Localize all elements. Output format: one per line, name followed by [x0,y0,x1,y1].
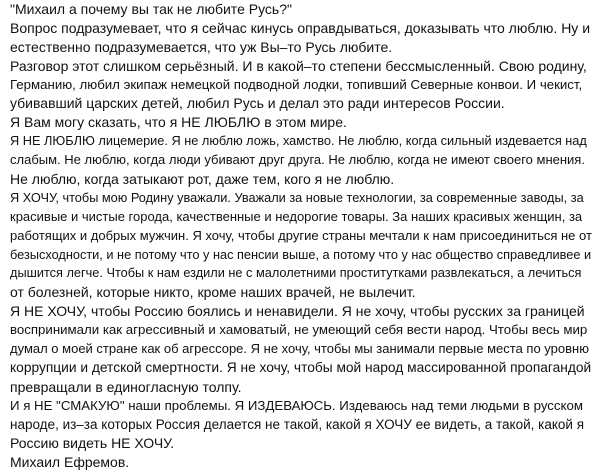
text-line: Я НЕ ЛЮБЛЮ лицемерие. Я не люблю ложь, хамство. Не люблю, когда сильный издевается над [10,133,587,149]
text-line: Разговор этот слишком серьёзный. И в какой–то степени бессмысленный. Свою родину, [10,57,587,74]
text-line: Не люблю, когда затыкают рот, даже тем, кого я не люблю. [10,171,395,188]
text-line: слабым. Не люблю, когда люди убивают друг друга. Не люблю, когда не имеют своего мнения. [10,152,585,168]
text-line: работящих и добрых мужчин. Я хочу, чтобы другие страны мечтали к нам присоединиться не от [10,227,592,243]
document-text [10,0,592,472]
text-line: Россию видеть НЕ ХОЧУ. [10,435,175,452]
text-line: думал о моей стране как об агрессоре. Я не хочу, чтобы мы занимали первые места по уровню [10,341,589,357]
text-line: Я Вам могу сказать, что я НЕ ЛЮБЛЮ в этом мире. [10,114,347,131]
text-line: Я НЕ ХОЧУ, чтобы Россию боялись и ненавидели. Я не хочу, чтобы русских за границей [10,303,585,320]
text-line: превращали в единогласную толпу. [10,378,242,395]
text-line: безысходности, и не потому что у нас пенсии выше, а потому что у нас общество справедливее и [10,246,592,262]
signature-line: Михаил Ефремов. [10,454,130,471]
text-line: Германию, любил экипаж немецкой подводной лодки, топивший Северные конвои. И чекист, [10,76,583,92]
text-line: красивые и чистые города, качественные и недорогие товары. За наших красивых женщин, за [10,208,583,224]
text-line: народе, из–за которых Россия делается не такой, какой я ХОЧУ ее видеть, а такой, какой я [10,416,585,432]
text-line: от болезней, которые никто, кроме наших врачей, не вылечит. [10,284,416,301]
text-line: воспринимали как агрессивный и хамоватый, не умеющий себя вести народ. Чтобы весь мир [10,322,588,338]
text-line: естественно подразумевается, что уж Вы–то Русь любите. [10,38,393,55]
text-line: "Михаил а почему вы так не любите Русь?" [10,1,292,17]
text-line: убивавший царских детей, любил Русь и делал это ради интересов России. [10,95,505,112]
text-line: дышится легче. Чтобы к нам ездили не с малолетними проститутками развлекаться, а лечиться [10,265,582,281]
text-line: коррупции и детской смертности. Я не хочу, чтобы мой народ массированной пропагандой [10,359,592,375]
text-line: И я НЕ "СМАКУЮ" наши проблемы. Я ИЗДЕВАЮСЬ. Издеваюсь над теми людьми в русском [10,397,583,413]
text-line: Вопрос подразумевает, что я сейчас кинусь оправдываться, доказывать что люблю. Ну и [10,19,591,36]
text-line: Я ХОЧУ, чтобы мою Родину уважали. Уважали за новые технологии, за современные заводы, за [10,189,584,205]
